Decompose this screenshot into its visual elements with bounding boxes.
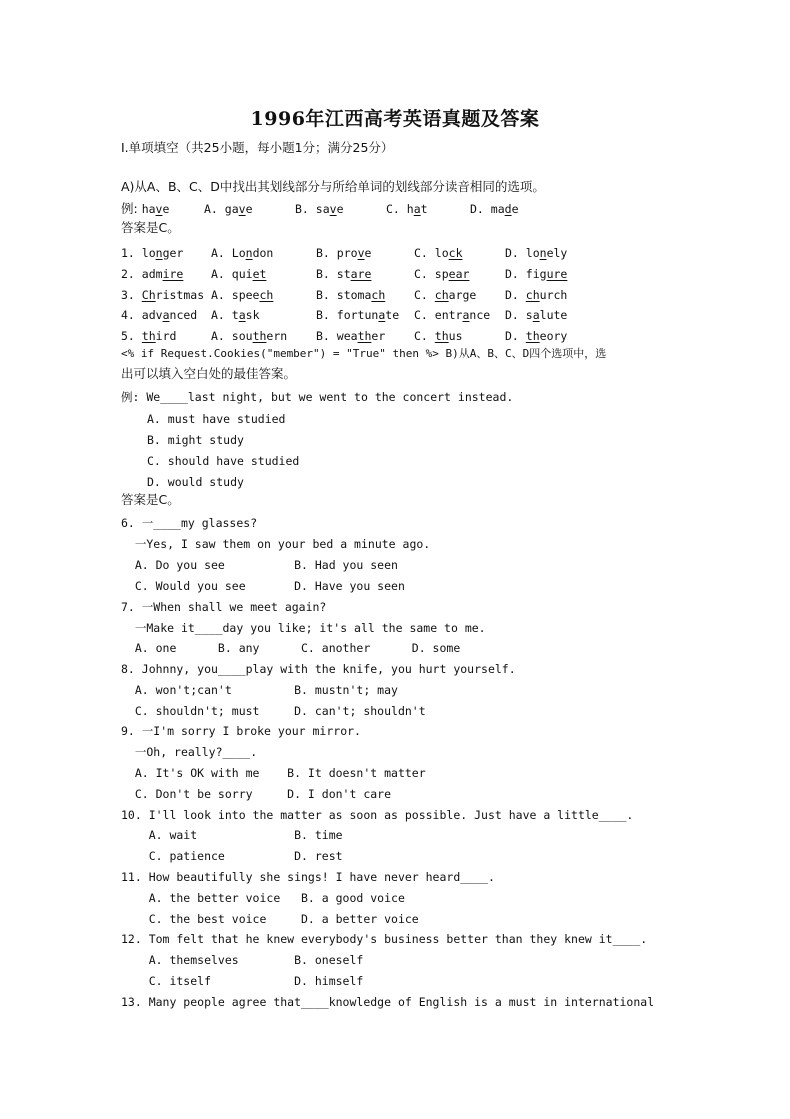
question-13-stem: 13. Many people agree that____knowledge of English is a must in international	[121, 995, 655, 1009]
question-9-stem: 9. 一I'm sorry I broke your mirror.	[121, 724, 361, 738]
part-a-row-2-word: 2. admire	[121, 267, 184, 281]
part-b-example-option-b: B. might study	[147, 433, 244, 447]
part-a-row-3-option-d: D. church	[505, 288, 568, 302]
part-a-row-5-option-b: B. weather	[316, 329, 386, 343]
question-10-options-cd: C. patience D. rest	[121, 849, 343, 863]
question-6-options-cd: C. Would you see D. Have you seen	[121, 579, 405, 593]
question-9-options-cd: C. Don't be sorry D. I don't care	[121, 787, 392, 801]
part-b-example-question: 例: We____last night, but we went to the concert instead.	[121, 390, 514, 404]
part-a-row-5-option-a: A. southern	[211, 329, 288, 343]
question-9-options-ab: A. It's OK with me B. It doesn't matter	[121, 766, 426, 780]
section-heading: Ⅰ.单项填空（共25小题，每小题1分；满分25分）	[121, 140, 394, 155]
part-b-example-option-c: C. should have studied	[147, 454, 300, 468]
part-a-row-4-option-b: B. fortunate	[316, 308, 400, 322]
question-12-options-cd: C. itself D. himself	[121, 974, 364, 988]
part-b-example-option-a: A. must have studied	[147, 412, 286, 426]
part-a-example-option-a: A. gave	[204, 202, 253, 216]
part-b-example-option-d: D. would study	[147, 475, 244, 489]
question-11-options-cd: C. the best voice D. a better voice	[121, 912, 419, 926]
part-a-instruction: A)从A、B、C、D中找出其划线部分与所给单词的划线部分读音相同的选项。	[121, 179, 545, 194]
part-a-example-answer: 答案是C。	[121, 220, 180, 235]
part-b-instruction-line-1: <% if Request.Cookies("member") = "True" then %> B)从A、B、C、D四个选项中，选	[121, 347, 607, 360]
part-a-row-2-option-a: A. quiet	[211, 267, 267, 281]
part-a-row-3-word: 3. Christmas	[121, 288, 205, 302]
question-9-reply: 一Oh, really?____.	[121, 745, 258, 759]
part-a-row-1-option-d: D. lonely	[505, 246, 568, 260]
part-b-example-answer: 答案是C。	[121, 492, 180, 507]
part-a-example-option-b: B. save	[295, 202, 344, 216]
part-a-row-1-option-a: A. London	[211, 246, 274, 260]
question-8-options-cd: C. shouldn't; must D. can't; shouldn't	[121, 704, 426, 718]
part-a-row-2-option-b: B. stare	[316, 267, 372, 281]
part-a-row-5-option-c: C. thus	[414, 329, 463, 343]
question-6-reply: 一Yes, I saw them on your bed a minute ago.	[121, 537, 431, 551]
part-a-row-2-option-d: D. figure	[505, 267, 568, 281]
question-8-options-ab: A. won't;can't B. mustn't; may	[121, 683, 398, 697]
part-a-row-4-option-d: D. salute	[505, 308, 568, 322]
part-a-row-4-option-a: A. task	[211, 308, 260, 322]
document-title: 1996年江西高考英语真题及答案	[250, 108, 540, 130]
part-a-row-1-option-b: B. prove	[316, 246, 372, 260]
question-6-stem: 6. 一____my glasses?	[121, 516, 258, 530]
question-7-reply: 一Make it____day you like; it's all the same to me.	[121, 621, 486, 635]
part-a-row-3-option-b: B. stomach	[316, 288, 386, 302]
part-a-example-option-d: D. made	[470, 202, 519, 216]
part-a-row-3-option-a: A. speech	[211, 288, 274, 302]
question-6-options-ab: A. Do you see B. Had you seen	[121, 558, 398, 572]
part-a-row-4-word: 4. advanced	[121, 308, 198, 322]
question-12-options-ab: A. themselves B. oneself	[121, 953, 364, 967]
part-b-instruction-line-2: 出可以填入空白处的最佳答案。	[121, 366, 297, 381]
question-11-stem: 11. How beautifully she sings! I have never heard____.	[121, 870, 495, 884]
part-a-example-option-c: C. hat	[386, 202, 428, 216]
question-11-options-ab: A. the better voice B. a good voice	[121, 891, 405, 905]
part-a-row-3-option-c: C. charge	[414, 288, 477, 302]
question-7-stem: 7. 一When shall we meet again?	[121, 600, 327, 614]
question-12-stem: 12. Tom felt that he knew everybody's business better than they knew it____.	[121, 932, 648, 946]
question-10-stem: 10. I'll look into the matter as soon as possible. Just have a little____.	[121, 808, 634, 822]
question-7-options: A. one B. any C. another D. some	[121, 641, 461, 655]
part-a-row-5-word: 5. third	[121, 329, 177, 343]
part-a-example-word: 例: have	[121, 201, 170, 216]
question-10-options-ab: A. wait B. time	[121, 828, 343, 842]
part-a-row-1-option-c: C. lock	[414, 246, 463, 260]
part-a-row-4-option-c: C. entrance	[414, 308, 491, 322]
part-a-row-1-word: 1. longer	[121, 246, 184, 260]
question-8-stem: 8. Johnny, you____play with the knife, you hurt yourself.	[121, 662, 516, 676]
part-a-row-5-option-d: D. theory	[505, 329, 568, 343]
part-a-row-2-option-c: C. spear	[414, 267, 470, 281]
